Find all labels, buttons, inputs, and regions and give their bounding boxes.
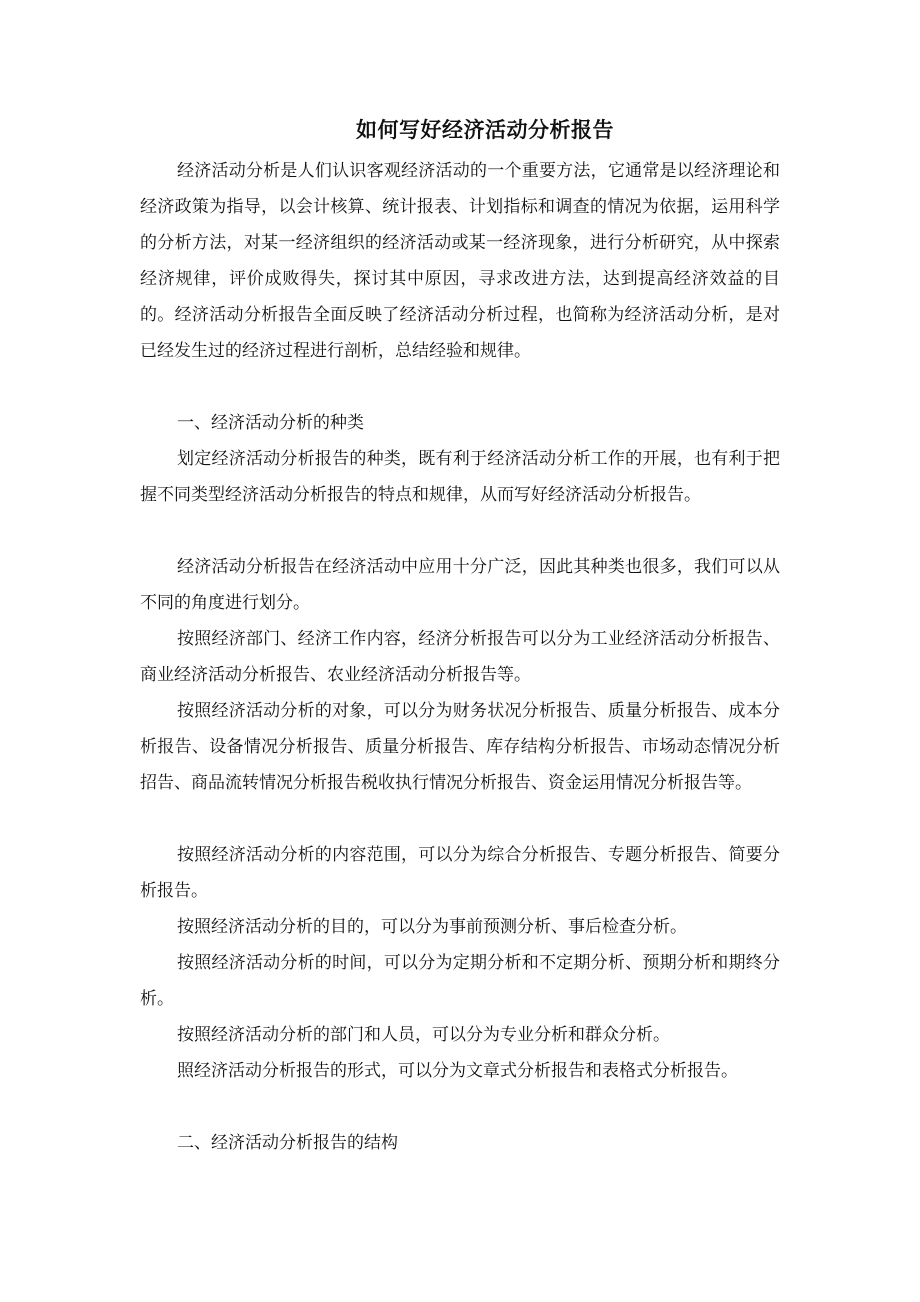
paragraph-classification-variety: 经济活动分析报告在经济活动中应用十分广泛，因此其种类也很多，我们可以从不同的角度进行划分。 [140, 557, 780, 613]
section-heading-structure: 二、经济活动分析报告的结构 [177, 1133, 398, 1153]
paragraph-by-department: 按照经济部门、经济工作内容，经济分析报告可以分为工业经济活动分析报告、商业经济活动分析报告、农业经济活动分析报告等。 [140, 629, 780, 685]
paragraph-classification-purpose: 划定经济活动分析报告的种类，既有利于经济活动分析工作的开展，也有利于把握不同类型经济活动分析报告的特点和规律，从而写好经济活动分析报告。 [140, 449, 780, 505]
paragraph-by-time: 按照经济活动分析的时间，可以分为定期分析和不定期分析、预期分析和期终分析。 [140, 953, 780, 1009]
paragraph-by-personnel: 按照经济活动分析的部门和人员，可以分为专业分析和群众分析。 [177, 1025, 670, 1045]
section-heading-types: 一、经济活动分析的种类 [177, 413, 364, 433]
paragraph-by-object: 按照经济活动分析的对象，可以分为财务状况分析报告、质量分析报告、成本分析报告、设备情况分析报告、质量分析报告、库存结构分析报告、市场动态情况分析招告、商品流转情况分析报告税收执行情况分析报告、资金运用情况分析报告等。 [140, 701, 780, 793]
paragraph-intro: 经济活动分析是人们认识客观经济活动的一个重要方法，它通常是以经济理论和经济政策为指导，以会计核算、统计报表、计划指标和调查的情况为依据，运用科学的分析方法，对某一经济组织的经济活动或某一经济现象，进行分析研究，从中探索经济规律，评价成败得失，探讨其中原因，寻求改进方法，达到提高经济效益的目的。经济活动分析报告全面反映了经济活动分析过程，也简称为经济活动分析，是对已经发生过的经济过程进行剖析，总结经验和规律。 [140, 161, 780, 361]
paragraph-by-scope: 按照经济活动分析的内容范围，可以分为综合分析报告、专题分析报告、简要分析报告。 [140, 845, 780, 901]
paragraph-by-form: 照经济活动分析报告的形式，可以分为文章式分析报告和表格式分析报告。 [177, 1061, 738, 1081]
paragraph-by-purpose: 按照经济活动分析的目的，可以分为事前预测分析、事后检查分析。 [177, 917, 687, 937]
document-title: 如何写好经济活动分析报告 [356, 117, 614, 142]
